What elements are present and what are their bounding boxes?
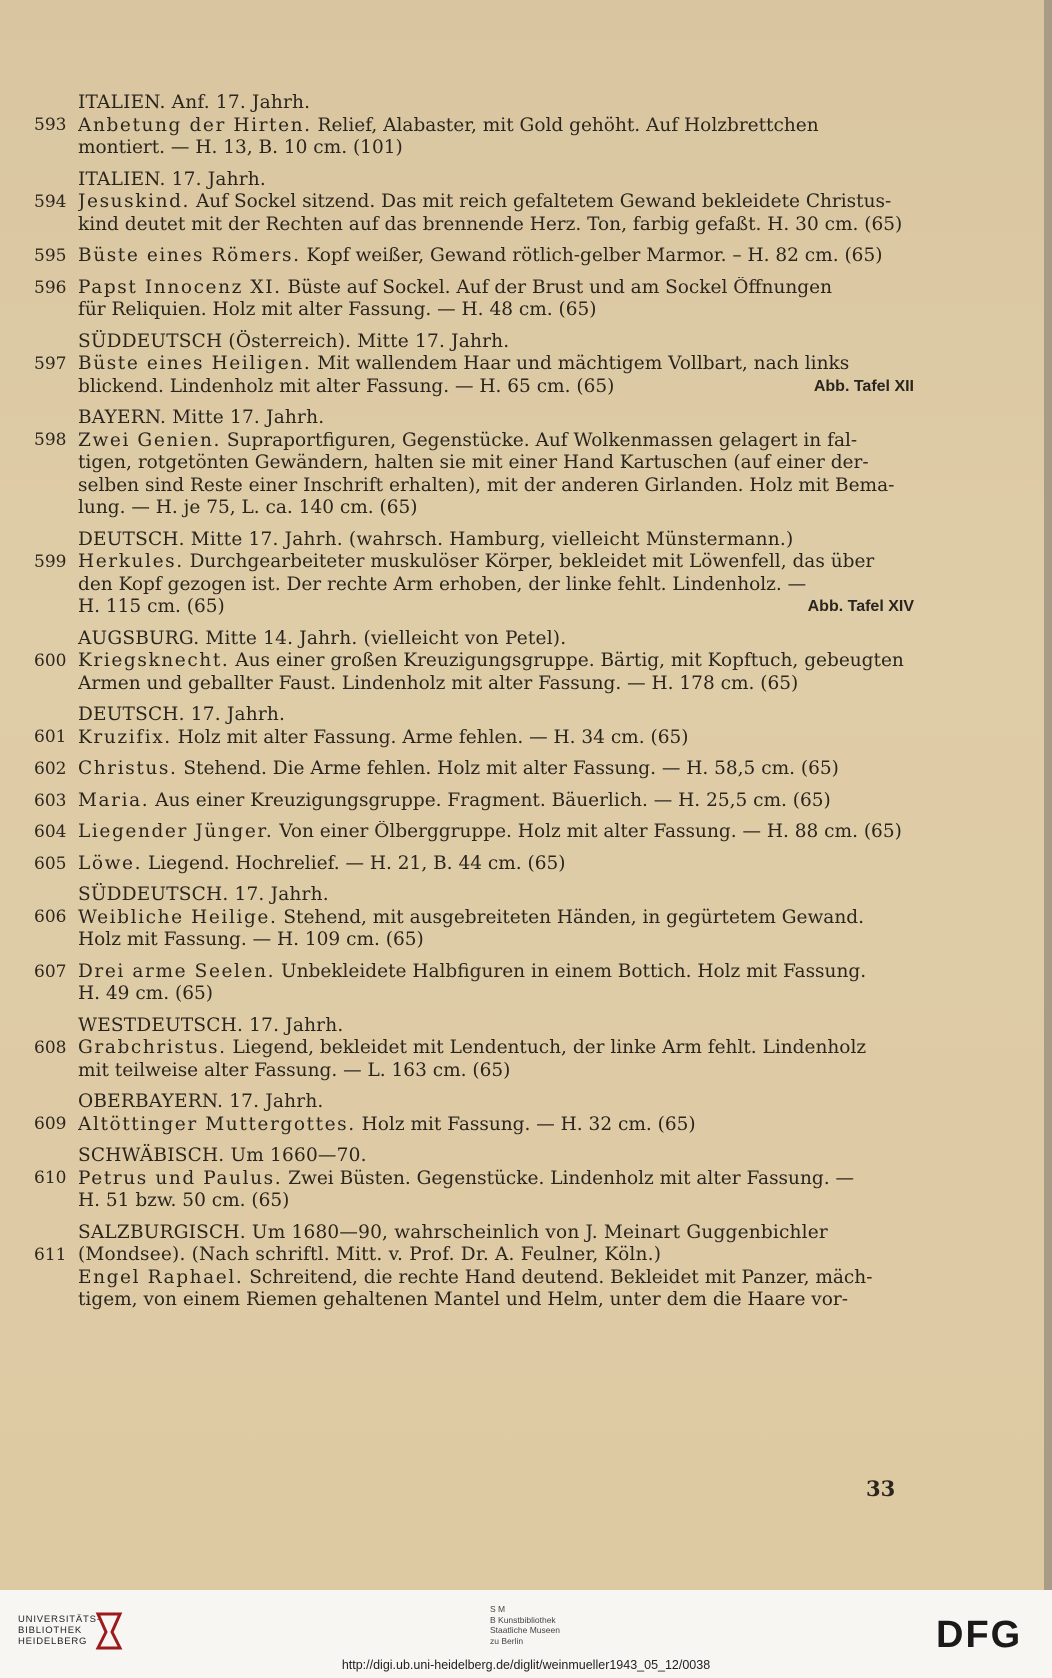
entry-title: Weibliche Heilige.: [78, 906, 278, 928]
catalog-entry: [34, 704, 914, 749]
entry-description-line: Papst Innocenz XI. Büste auf Sockel. Auf der Brust und am Sockel Öffnungen: [78, 276, 833, 298]
entry-origin: WESTDEUTSCH. 17. Jahrh.: [78, 1014, 344, 1036]
entry-description-line: Kruzifix. Holz mit alter Fassung. Arme fehlen. — H. 34 cm. (65): [78, 726, 689, 748]
entry-description-line: Engel Raphael. Schreitend, die rechte Hand deutend. Bekleidet mit Panzer, mäch-: [78, 1266, 873, 1288]
catalog-entry: [34, 758, 914, 781]
catalog-entry: [34, 628, 914, 696]
entry-title: Büste eines Heiligen.: [78, 353, 312, 374]
entry-title: Drei arme Seelen.: [78, 960, 276, 982]
entry-title: Maria.: [78, 789, 150, 811]
entry-number: 602: [34, 759, 67, 779]
entry-description-line: Holz mit Fassung. — H. 109 cm. (65): [78, 929, 424, 950]
entry-title: Anbetung der Hirten.: [78, 114, 312, 136]
catalog-entry: [34, 1015, 914, 1083]
entry-description-line: Christus. Stehend. Die Arme fehlen. Holz mit alter Fassung. — H. 58,5 cm. (65): [78, 758, 839, 779]
entry-title: Grabchristus.: [78, 1037, 227, 1058]
entry-description-line: Drei arme Seelen. Unbekleidete Halbfiguren in einem Bottich. Holz mit Fassung.: [78, 960, 867, 982]
entry-title: Herkules.: [78, 551, 184, 572]
entry-title: Engel Raphael.: [78, 1266, 244, 1288]
entry-title: Petrus und Paulus.: [78, 1167, 283, 1189]
entry-origin: AUGSBURG. Mitte 14. Jahrh. (vielleicht von Petel).: [78, 627, 567, 649]
entry-description-line: H. 115 cm. (65) Abb. Tafel XIV: [78, 596, 914, 617]
library-emblem-icon: [92, 1610, 126, 1652]
entry-description-line: Büste eines Römers. Kopf weißer, Gewand rötlich-gelber Marmor. – H. 82 cm. (65): [78, 245, 883, 266]
entry-description-line: Anbetung der Hirten. Relief, Alabaster, mit Gold gehöht. Auf Holzbrettchen: [78, 114, 819, 136]
entry-description-line: kind deutet mit der Rechten auf das brennende Herz. Ton, farbig gefaßt. H. 30 cm. (65): [78, 213, 903, 235]
entry-description-line: Altöttinger Muttergottes. Holz mit Fassung. — H. 32 cm. (65): [78, 1113, 696, 1135]
entry-description-line: Petrus und Paulus. Zwei Büsten. Gegenstücke. Lindenholz mit alter Fassung. —: [78, 1167, 854, 1189]
catalog-entry: [34, 884, 914, 952]
entry-origin: ITALIEN. Anf. 17. Jahrh.: [78, 92, 311, 113]
entry-number: 611: [34, 1244, 67, 1265]
entry-number: 593: [34, 115, 67, 135]
entry-description-line: Zwei Genien. Supraportfiguren, Gegenstücke. Auf Wolkenmassen gelagert in fal-: [78, 429, 858, 451]
catalog-entry: [34, 1091, 914, 1136]
entry-description-line: Maria. Aus einer Kreuzigungsgruppe. Fragment. Bäuerlich. — H. 25,5 cm. (65): [78, 789, 831, 811]
entry-description-line: tigen, rotgetönten Gewändern, halten sie mit einer Hand Kartuschen (auf einer der-: [78, 452, 869, 473]
entry-title: Altöttinger Muttergottes.: [78, 1113, 356, 1135]
entry-description-line: den Kopf gezogen ist. Der rechte Arm erhoben, der linke fehlt. Lindenholz. —: [78, 573, 807, 595]
entry-origin: BAYERN. Mitte 17. Jahrh.: [78, 407, 325, 428]
catalog-entry: [34, 331, 914, 399]
entry-title: Kriegsknecht.: [78, 650, 230, 671]
entry-description-line: Liegender Jünger. Von einer Ölberggruppe. Holz mit alter Fassung. — H. 88 cm. (65): [78, 821, 902, 842]
entry-number: 594: [34, 191, 67, 212]
entry-description-line: H. 51 bzw. 50 cm. (65): [78, 1190, 290, 1211]
entry-description-line: für Reliquien. Holz mit alter Fassung. — H. 48 cm. (65): [78, 299, 597, 320]
entry-title: Kruzifix.: [78, 726, 172, 748]
entry-description-line: H. 49 cm. (65): [78, 983, 213, 1004]
viewer-footer: [0, 1590, 1052, 1678]
entry-title: Zwei Genien.: [78, 429, 221, 451]
entry-number: 599: [34, 551, 67, 572]
entry-number: 604: [34, 822, 67, 842]
entry-number: 607: [34, 961, 67, 982]
entry-title: Liegender Jünger.: [78, 821, 274, 842]
entry-title: Papst Innocenz XI.: [78, 276, 282, 298]
catalog-entry: [34, 169, 914, 237]
university-library-logo[interactable]: UNIVERSITÄTS- BIBLIOTHEK HEIDELBERG: [18, 1614, 101, 1647]
entry-number: 596: [34, 277, 67, 298]
entry-origin: SÜDDEUTSCH (Österreich). Mitte 17. Jahrh.: [78, 330, 510, 352]
catalog-text: [34, 92, 914, 1321]
catalog-entry: [34, 853, 914, 876]
entry-description-line: montiert. — H. 13, B. 10 cm. (101): [78, 137, 403, 158]
plate-reference: Abb. Tafel XIV: [807, 598, 914, 615]
dfg-logo[interactable]: DFG: [936, 1614, 1023, 1656]
entry-title: Jesuskind.: [78, 191, 191, 212]
entry-title: Christus.: [78, 758, 178, 779]
entry-description-line: Weibliche Heilige. Stehend, mit ausgebreiteten Händen, in gegürtetem Gewand.: [78, 906, 864, 928]
catalog-entry: [34, 1145, 914, 1213]
catalog-entry: [34, 529, 914, 619]
museum-stamp: S M B Kunstbibliothek Staatliche Museen zu Berlin: [490, 1604, 560, 1646]
entry-description-line: mit teilweise alter Fassung. — L. 163 cm. (65): [78, 1059, 511, 1081]
catalog-entry: [34, 1222, 914, 1312]
entry-description-line: Herkules. Durchgearbeiteter muskulöser Körper, bekleidet mit Löwenfell, das über: [78, 551, 875, 572]
entry-description-line: tigem, von einem Riemen gehaltenen Mantel und Helm, unter dem die Haare vor-: [78, 1289, 848, 1310]
entry-number: 601: [34, 727, 67, 747]
catalog-entry: [34, 407, 914, 520]
catalog-entry: [34, 92, 914, 160]
catalog-entry: [34, 961, 914, 1006]
entry-number: 608: [34, 1037, 67, 1058]
entry-origin: ITALIEN. 17. Jahrh.: [78, 168, 266, 190]
catalog-entry: [34, 245, 914, 268]
entry-number: 600: [34, 650, 67, 671]
entry-origin: SCHWÄBISCH. Um 1660—70.: [78, 1145, 367, 1166]
catalog-entry: [34, 821, 914, 844]
entry-description-line: Löwe. Liegend. Hochrelief. — H. 21, B. 44 cm. (65): [78, 852, 566, 874]
entry-number: 595: [34, 246, 67, 266]
entry-origin: SÜDDEUTSCH. 17. Jahrh.: [78, 884, 329, 905]
entry-description-line: Kriegsknecht. Aus einer großen Kreuzigungsgruppe. Bärtig, mit Kopftuch, gebeugten: [78, 650, 904, 671]
entry-title: Löwe.: [78, 852, 143, 874]
entry-number: 610: [34, 1168, 67, 1188]
page-url-link[interactable]: http://digi.ub.uni-heidelberg.de/diglit/weinmueller1943_05_12/0038: [341, 1658, 711, 1672]
entry-number: 606: [34, 907, 67, 927]
page-number: 33: [866, 1476, 896, 1501]
entry-number: 598: [34, 430, 67, 450]
entry-origin-continued: (Mondsee). (Nach schriftl. Mitt. v. Prof. Dr. A. Feulner, Köln.): [78, 1244, 662, 1265]
entry-origin: DEUTSCH. 17. Jahrh.: [78, 704, 286, 725]
entry-description-line: selben sind Reste einer Inschrift erhalten), mit der anderen Girlanden. Holz mit Bema-: [78, 474, 895, 496]
entry-description-line: Grabchristus. Liegend, bekleidet mit Lendentuch, der linke Arm fehlt. Lindenholz: [78, 1037, 867, 1058]
entry-origin: SALZBURGISCH. Um 1680—90, wahrscheinlich von J. Meinart Guggenbichler: [78, 1221, 828, 1243]
entry-number: 603: [34, 790, 67, 811]
entry-description-line: lung. — H. je 75, L. ca. 140 cm. (65): [78, 497, 418, 518]
entry-number: 597: [34, 353, 67, 374]
catalog-entry: [34, 790, 914, 813]
entry-description-line: Jesuskind. Auf Sockel sitzend. Das mit reich gefaltetem Gewand bekleidete Christus-: [78, 191, 892, 212]
plate-reference: Abb. Tafel XII: [813, 377, 914, 395]
entry-title: Büste eines Römers.: [78, 245, 301, 266]
entry-origin: DEUTSCH. Mitte 17. Jahrh. (wahrsch. Hamburg, vielleicht Münstermann.): [78, 528, 794, 550]
catalog-entry: [34, 277, 914, 322]
entry-description-line: Armen und geballter Faust. Lindenholz mit alter Fassung. — H. 178 cm. (65): [78, 672, 799, 694]
entry-number: 609: [34, 1114, 67, 1134]
entry-description-line: blickend. Lindenholz mit alter Fassung. — H. 65 cm. (65) Abb. Tafel XII: [78, 375, 914, 397]
entry-origin: OBERBAYERN. 17. Jahrh.: [78, 1091, 324, 1112]
entry-description-line: Büste eines Heiligen. Mit wallendem Haar und mächtigem Vollbart, nach links: [78, 353, 850, 374]
entry-number: 605: [34, 853, 67, 874]
